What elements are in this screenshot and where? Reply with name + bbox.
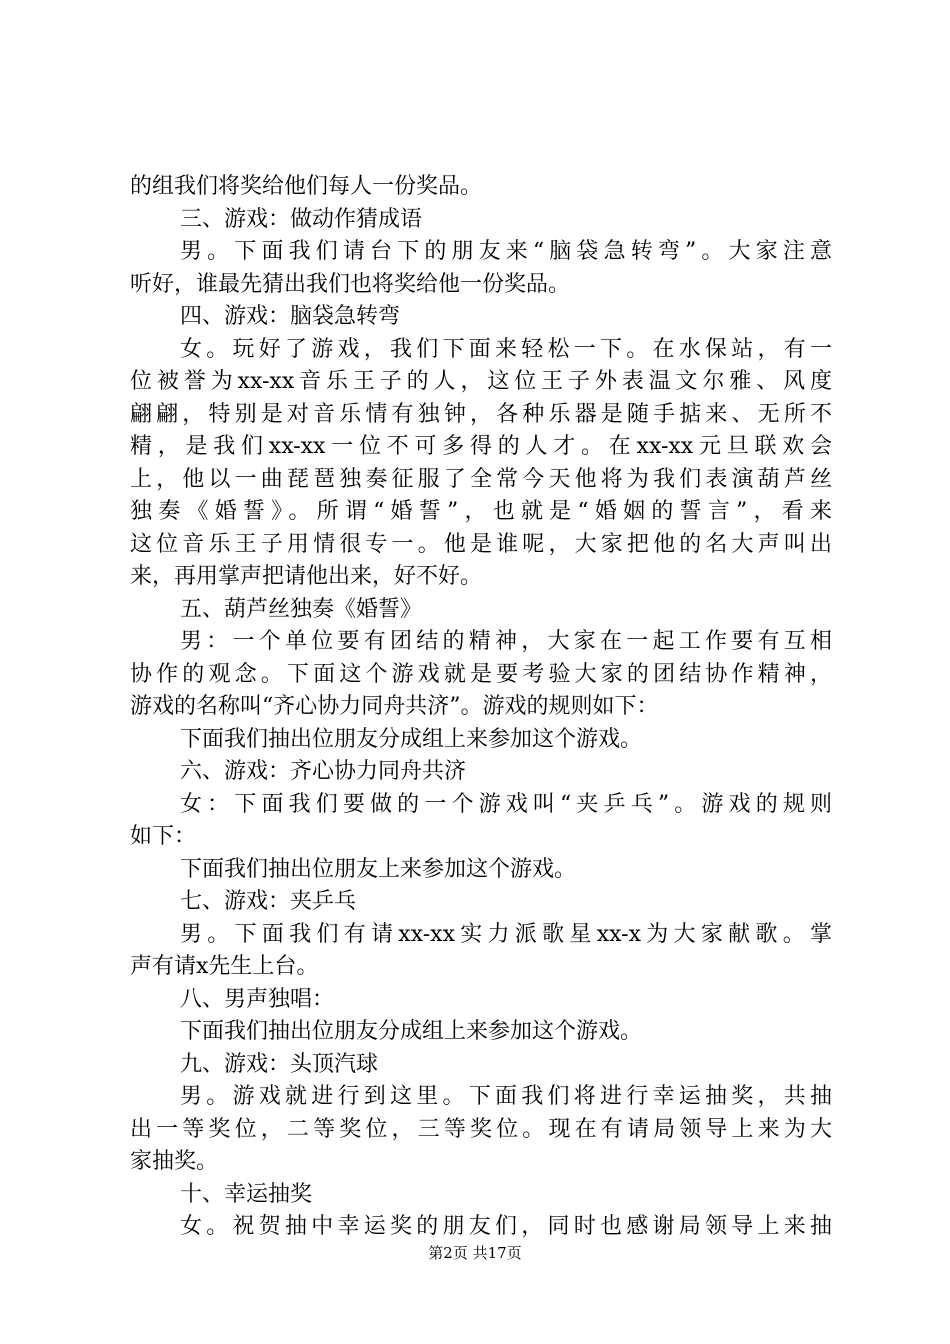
text-line: 六、游戏：齐心协力同舟共济 <box>180 759 467 784</box>
text-line: 出一等奖位，二等奖位，三等奖位。现在有请局领导上来为大 <box>130 1116 832 1142</box>
text-line: 男。下面我们有请xx-xx实力派歌星xx-x为大家献歌。掌 <box>180 921 832 947</box>
text-line: 女。玩好了游戏，我们下面来轻松一下。在水保站，有一 <box>180 336 832 362</box>
text-line: 的组我们将奖给他们每人一份奖品。 <box>130 174 483 199</box>
text-line: 下面我们抽出位朋友上来参加这个游戏。 <box>180 856 577 882</box>
text-line: 这位音乐王子用情很专一。他是谁呢，大家把他的名大声叫出 <box>130 531 832 557</box>
text-line: 下面我们抽出位朋友分成组上来参加这个游戏。 <box>180 726 643 752</box>
text-line: 男。游戏就进行到这里。下面我们将进行幸运抽奖，共抽 <box>180 1084 832 1109</box>
text-line: 翩翩，特别是对音乐情有独钟，各种乐器是随手掂来、无所不 <box>130 401 832 427</box>
text-line: 七、游戏：夹乒乓 <box>180 889 357 914</box>
text-line: 九、游戏：头顶汽球 <box>180 1051 379 1077</box>
text-line: 游戏的名称叫“齐心协力同舟共济”。游戏的规则如下： <box>130 694 659 719</box>
text-line: 四、游戏：脑袋急转弯 <box>180 304 401 329</box>
text-line: 声有请x先生上台。 <box>130 954 319 979</box>
page-footer: 第2页 共17页 <box>428 1244 522 1262</box>
text-line: 家抽奖。 <box>130 1149 219 1174</box>
text-line: 五、葫芦丝独奏《婚誓》 <box>180 596 423 622</box>
text-line: 下面我们抽出位朋友分成组上来参加这个游戏。 <box>180 1019 643 1044</box>
text-line: 八、男声独唱： <box>180 986 335 1012</box>
text-line: 男：一个单位要有团结的精神，大家在一起工作要有互相 <box>180 629 832 654</box>
text-line: 精，是我们xx-xx一位不可多得的人才。在xx-xx元旦联欢会 <box>130 434 832 459</box>
text-line: 听好，谁最先猜出我们也将奖给他一份奖品。 <box>130 271 571 297</box>
text-line: 十、幸运抽奖 <box>180 1181 313 1207</box>
text-line: 女。祝贺抽中幸运奖的朋友们，同时也感谢局领导上来抽 <box>180 1214 832 1239</box>
text-line: 女：下面我们要做的一个游戏叫“夹乒乓”。游戏的规则 <box>180 791 832 817</box>
text-line: 男。下面我们请台下的朋友来“脑袋急转弯”。大家注意 <box>180 239 832 264</box>
body-text <box>130 171 832 1244</box>
text-line: 上，他以一曲琵琶独奏征服了全常今天他将为我们表演葫芦丝 <box>130 466 832 492</box>
text-line: 协作的观念。下面这个游戏就是要考验大家的团结协作精神， <box>130 661 832 687</box>
text-line: 独奏《婚誓》。所谓“婚誓”，也就是“婚姻的誓言”，看来 <box>130 499 832 524</box>
text-line: 三、游戏：做动作猜成语 <box>180 206 423 232</box>
text-line: 来，再用掌声把请他出来，好不好。 <box>130 564 483 589</box>
text-line: 位被誉为xx-xx音乐王子的人，这位王子外表温文尔雅、风度 <box>130 369 832 394</box>
text-line: 如下： <box>130 824 197 849</box>
